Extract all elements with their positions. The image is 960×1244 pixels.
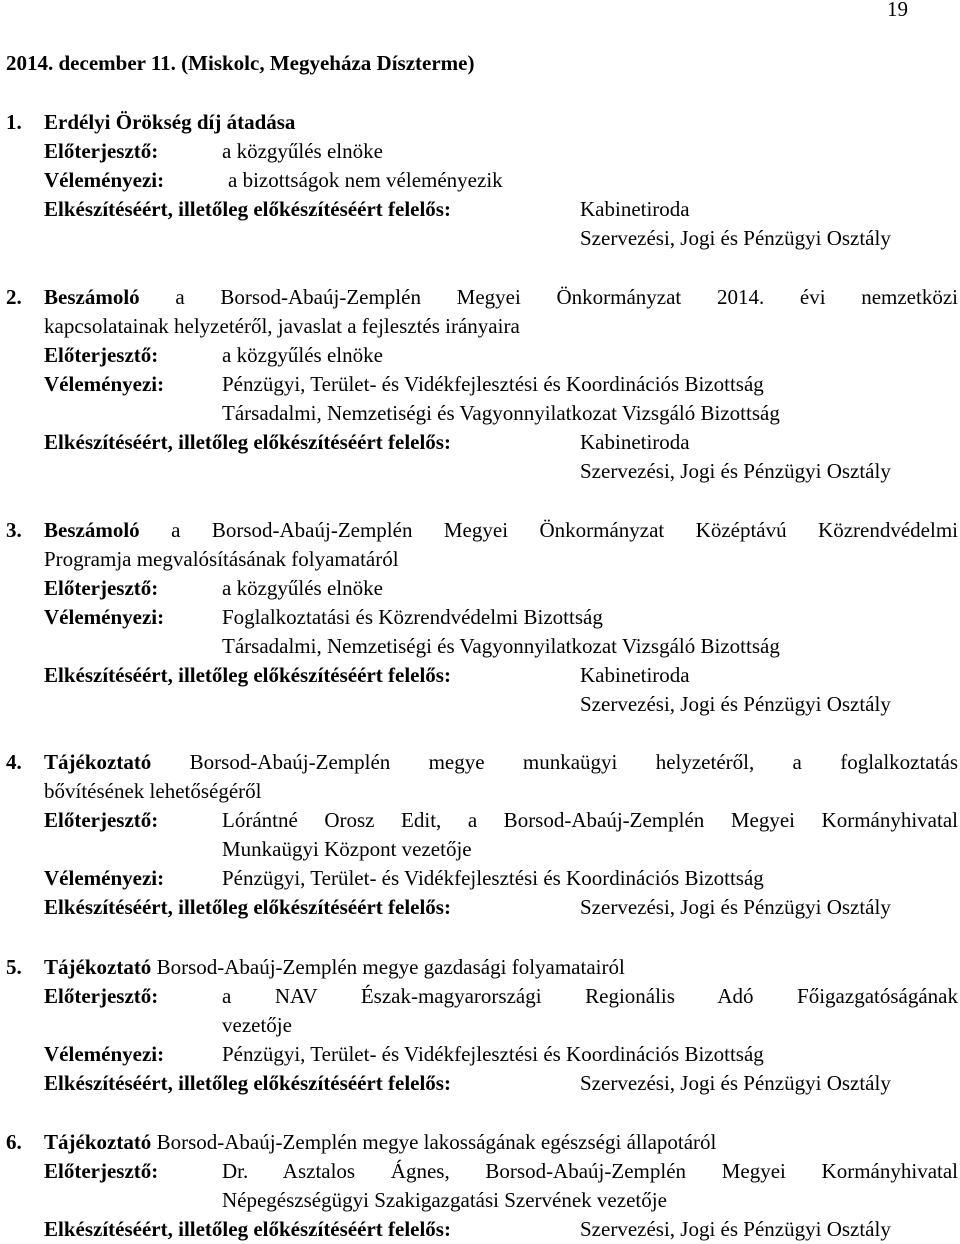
reviewer-value: Foglalkoztatási és Közrendvédelmi Bizottság bbox=[222, 605, 603, 629]
item-title-text: a Borsod-Abaúj-Zemplén Megyei Önkormányzat 2014. évi nemzetközi bbox=[175, 285, 958, 309]
reviewer-value: Pénzügyi, Terület- és Vidékfejlesztési és Koordinációs Bizottság bbox=[222, 1042, 764, 1066]
item-title bbox=[44, 953, 625, 982]
reviewer-label: Véleményezi: bbox=[44, 372, 165, 396]
item-number: 1. bbox=[6, 110, 22, 134]
reviewer-value: Pénzügyi, Terület- és Vidékfejlesztési és Koordinációs Bizottság bbox=[222, 372, 764, 396]
item-title-type: Beszámoló bbox=[44, 285, 140, 309]
item-number: 2. bbox=[6, 285, 22, 309]
page-number: 19 bbox=[887, 0, 908, 21]
reviewer-value: Társadalmi, Nemzetiségi és Vagyonnyilatkozat Vizsgáló Bizottság bbox=[222, 401, 780, 425]
responsible-label: Elkészítéséért, illetőleg előkészítéséért felelős: bbox=[44, 663, 451, 687]
item-title bbox=[44, 1128, 716, 1157]
item-title: Erdélyi Örökség díj átadása bbox=[44, 110, 296, 134]
presenter-value: a közgyűlés elnöke bbox=[222, 139, 383, 163]
item-title-text: Borsod-Abaúj-Zemplén megye lakosságának egészségi állapotáról bbox=[156, 1130, 717, 1154]
responsible-value: Szervezési, Jogi és Pénzügyi Osztály bbox=[580, 226, 891, 250]
reviewer-label: Véleményezi: bbox=[44, 168, 165, 192]
presenter-value: a NAV Észak-magyarországi Regionális Adó Főigazgatóságának bbox=[222, 984, 958, 1008]
reviewer-value: Pénzügyi, Terület- és Vidékfejlesztési és Koordinációs Bizottság bbox=[222, 866, 764, 890]
item-title-cont: kapcsolatainak helyzetéről, javaslat a fejlesztés irányaira bbox=[44, 314, 520, 338]
presenter-value: vezetője bbox=[222, 1013, 292, 1037]
responsible-label: Elkészítéséért, illetőleg előkészítéséért felelős: bbox=[44, 430, 451, 454]
responsible-label: Elkészítéséért, illetőleg előkészítéséért felelős: bbox=[44, 895, 451, 919]
responsible-value: Szervezési, Jogi és Pénzügyi Osztály bbox=[580, 1217, 891, 1241]
item-number: 4. bbox=[6, 750, 22, 774]
responsible-label: Elkészítéséért, illetőleg előkészítéséért felelős: bbox=[44, 197, 451, 221]
item-title-type: Tájékoztató bbox=[44, 750, 152, 774]
presenter-label: Előterjesztő: bbox=[44, 984, 159, 1008]
responsible-label: Elkészítéséért, illetőleg előkészítéséért felelős: bbox=[44, 1071, 451, 1095]
presenter-value: Lórántné Orosz Edit, a Borsod-Abaúj-Zemplén Megyei Kormányhivatal bbox=[222, 808, 958, 832]
presenter-label: Előterjesztő: bbox=[44, 576, 159, 600]
item-number: 6. bbox=[6, 1130, 22, 1154]
reviewer-label: Véleményezi: bbox=[44, 866, 165, 890]
reviewer-value: Társadalmi, Nemzetiségi és Vagyonnyilatkozat Vizsgáló Bizottság bbox=[222, 634, 780, 658]
item-title bbox=[44, 516, 958, 545]
item-title-text: Borsod-Abaúj-Zemplén megye gazdasági folyamatairól bbox=[156, 955, 625, 979]
item-title-cont: Programja megvalósításának folyamatáról bbox=[44, 547, 399, 571]
presenter-value: a közgyűlés elnöke bbox=[222, 343, 383, 367]
presenter-label: Előterjesztő: bbox=[44, 1159, 159, 1183]
reviewer-value: a bizottságok nem véleményezik bbox=[228, 168, 503, 192]
presenter-label: Előterjesztő: bbox=[44, 808, 159, 832]
responsible-value: Kabinetiroda bbox=[580, 197, 690, 221]
item-title bbox=[44, 283, 958, 312]
item-title bbox=[44, 748, 958, 777]
item-title-type: Tájékoztató bbox=[44, 1130, 152, 1154]
responsible-value: Szervezési, Jogi és Pénzügyi Osztály bbox=[580, 1071, 891, 1095]
responsible-value: Kabinetiroda bbox=[580, 663, 690, 687]
responsible-value: Szervezési, Jogi és Pénzügyi Osztály bbox=[580, 459, 891, 483]
responsible-value: Szervezési, Jogi és Pénzügyi Osztály bbox=[580, 895, 891, 919]
presenter-value: a közgyűlés elnöke bbox=[222, 576, 383, 600]
meeting-heading: 2014. december 11. (Miskolc, Megyeháza Díszterme) bbox=[6, 51, 475, 75]
item-title-cont: bővítésének lehetőségéről bbox=[44, 779, 262, 803]
presenter-value: Munkaügyi Központ vezetője bbox=[222, 837, 472, 861]
reviewer-label: Véleményezi: bbox=[44, 1042, 165, 1066]
responsible-value: Szervezési, Jogi és Pénzügyi Osztály bbox=[580, 692, 891, 716]
item-number: 5. bbox=[6, 955, 22, 979]
item-title-text: Borsod-Abaúj-Zemplén megye munkaügyi helyzetéről, a foglalkoztatás bbox=[189, 750, 958, 774]
presenter-label: Előterjesztő: bbox=[44, 343, 159, 367]
presenter-value: Dr. Asztalos Ágnes, Borsod-Abaúj-Zemplén Megyei Kormányhivatal bbox=[222, 1159, 958, 1183]
item-title-text: a Borsod-Abaúj-Zemplén Megyei Önkormányzat Középtávú Közrendvédelmi bbox=[171, 518, 959, 542]
presenter-value: Népegészségügyi Szakigazgatási Szervének vezetője bbox=[222, 1188, 667, 1212]
reviewer-label: Véleményezi: bbox=[44, 605, 165, 629]
item-number: 3. bbox=[6, 518, 22, 542]
presenter-label: Előterjesztő: bbox=[44, 139, 159, 163]
item-title-type: Beszámoló bbox=[44, 518, 140, 542]
responsible-label: Elkészítéséért, illetőleg előkészítéséért felelős: bbox=[44, 1217, 451, 1241]
item-title-type: Tájékoztató bbox=[44, 955, 152, 979]
responsible-value: Kabinetiroda bbox=[580, 430, 690, 454]
